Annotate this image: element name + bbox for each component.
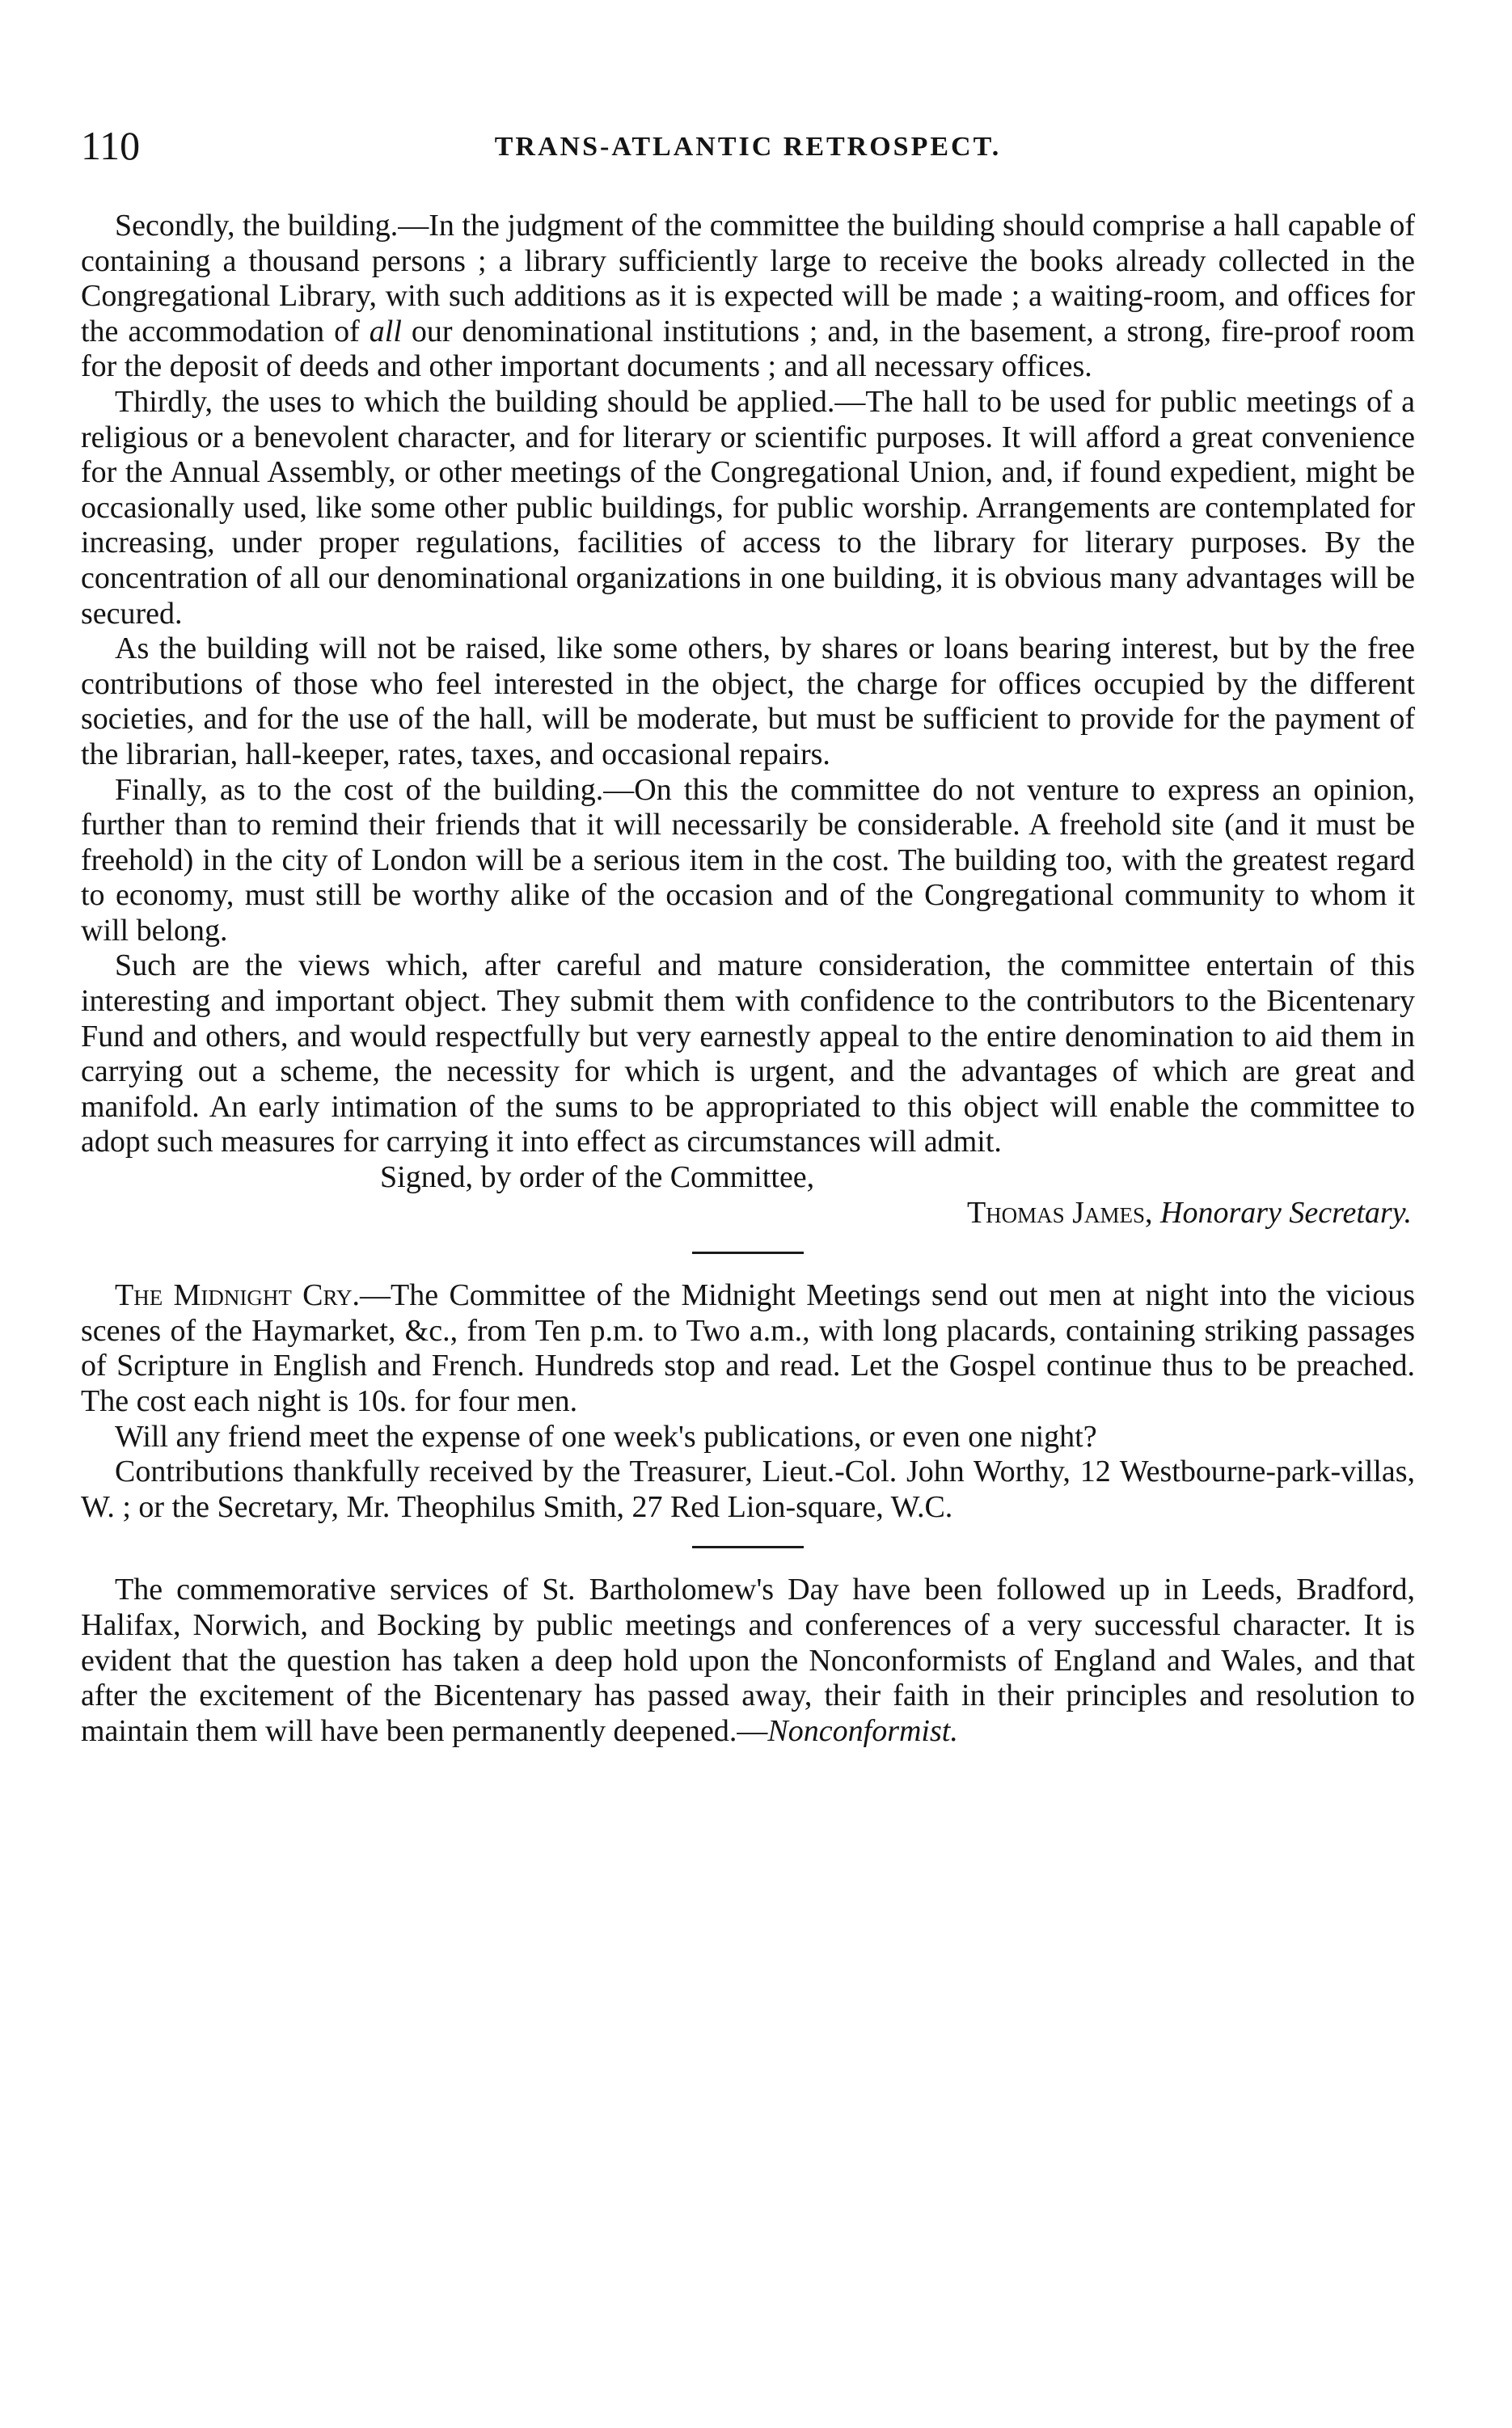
midnight-cry-contributions: Contributions thankfully received by the Treasurer, Lieut.-Col. John Worthy, 12 Westbourne-park-villas, W. ; or the Secretary, Mr. Theophilus Smith, 27 Red Lion-square, W.C. <box>81 1455 1415 1524</box>
signed-line: Signed, by order of the Committee, <box>380 1160 815 1195</box>
signer-title: Honorary Secretary. <box>1160 1195 1412 1230</box>
commemorative-source: Nonconformist. <box>767 1713 958 1748</box>
paragraph-uses: Thirdly, the uses to which the building should be applied.—The hall to be used for public meetings of a religious or a benevolent character, and for literary or scientific purposes. It will afford a great convenience for the Annual Assembly, or other meetings of the Congregational Union, and, if found expedient, might be occasionally used, like some other public buildings, for public worship. Arrangements are contemplated for increasing, under proper regulations, facilities of access to the library for literary purposes. By the concentration of all our denominational organizations in one building, it is obvious many advantages will be secured. <box>81 384 1415 631</box>
signer-line <box>81 1196 1415 1231</box>
emphasis-all: all <box>369 314 402 348</box>
paragraph-building <box>81 209 1415 385</box>
commemorative-paragraph <box>81 1573 1415 1749</box>
paragraph-appeal: Such are the views which, after careful and mature consideration, the committee entertain of this interesting and important object. They submit them with confidence to the contributors to the Bicentenary Fund and others, and would respectfully but very earnestly appeal to the entire denomination to aid them in carrying out a scheme, the necessity for which is urgent, and the advantages of which are great and manifold. An early intimation of the sums to be appropriated to this object will enable the committee to adopt such measures for carrying it into effect as circumstances will admit. <box>81 948 1415 1159</box>
running-title: TRANS-ATLANTIC RETROSPECT. <box>494 132 1002 162</box>
book-page <box>81 121 1415 1749</box>
section-divider <box>692 1252 804 1254</box>
midnight-cry-question: Will any friend meet the expense of one week's publications, or even one night? <box>115 1419 1097 1454</box>
midnight-cry-paragraph <box>81 1278 1415 1419</box>
section-divider <box>692 1546 804 1548</box>
signer-name: Thomas James, <box>966 1195 1153 1230</box>
commemorative-notice <box>81 1573 1415 1749</box>
paragraph-building-tail: our denominational institutions ; and, in the basement, a strong, fire-proof room for the deposit of deeds and other important documents ; and all necessary offices. <box>81 314 1415 384</box>
paragraph-building-lead: Secondly, the building.—In the judgment of the committee the building should comprise a hall capable of containing a thousand persons ; a library sufficiently large to receive the books already collected in the Congregational Library, with such additions as it is expected will be made ; a waiting-room, and offices for the accommodation of <box>81 209 1415 348</box>
building-article <box>81 209 1415 1231</box>
page-header <box>81 121 1415 170</box>
commemorative-text: The commemorative services of St. Bartholomew's Day have been followed up in Leeds, Bradford, Halifax, Norwich, and Bocking by public meetings and conferences of a very successful character. It is evident that the question has taken a deep hold upon the Nonconformists of England and Wales, and that after the excitement of the Bicentenary has passed away, their faith in their principles and resolution to maintain them will have been permanently deepened.— <box>81 1573 1415 1748</box>
midnight-cry-text: —The Committee of the Midnight Meetings send out men at night into the vicious scenes of the Haymarket, &c., from Ten p.m. to Two a.m., with long placards, containing striking passages of Scripture in English and French. Hundreds stop and read. Let the Gospel continue thus to be preached. The cost each night is 10s. for four men. <box>81 1278 1415 1418</box>
paragraph-funding: As the building will not be raised, like some others, by shares or loans bearing interest, but by the free contributions of those who feel interested in the object, the charge for offices occupied by the different societies, and for the use of the hall, will be moderate, but must be sufficient to provide for the payment of the librarian, hall-keeper, rates, taxes, and occasional repairs. <box>81 631 1415 771</box>
midnight-cry-notice <box>81 1278 1415 1525</box>
page-number: 110 <box>81 123 141 168</box>
midnight-cry-title: The Midnight Cry. <box>115 1278 361 1313</box>
paragraph-cost: Finally, as to the cost of the building.—On this the committee do not venture to express an opinion, further than to remind their friends that it will necessarily be considerable. A freehold site (and it must be freehold) in the city of London will be a serious item in the cost. The building too, with the greatest regard to economy, must still be worthy alike of the occasion and of the Congregational community to whom it will belong. <box>81 772 1415 948</box>
